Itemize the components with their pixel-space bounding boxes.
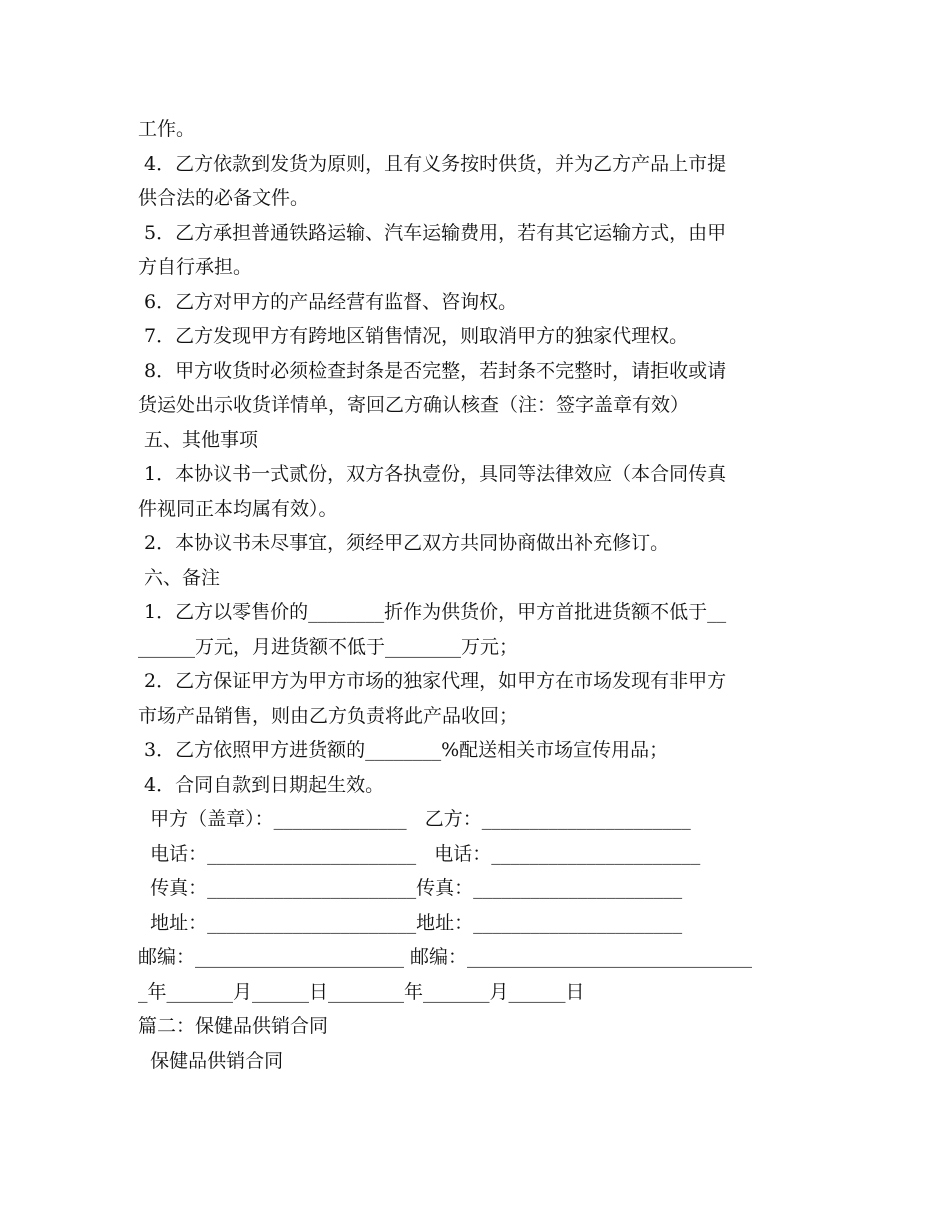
remark-1-line-2: ______万元，月进货额不低于________万元； (138, 635, 519, 658)
contract-title: 保健品供销合同 (138, 1049, 284, 1072)
signature-address-row: 地址：______________________地址：______________________ (138, 911, 683, 934)
section-heading-other-matters: 五、其他事项 (138, 428, 259, 451)
clause-6: 6．乙方对甲方的产品经营有监督、咨询权。 (138, 290, 518, 313)
text-line: 工作。 (138, 118, 196, 140)
part-two-heading: 篇二：保健品供销合同 (138, 1015, 329, 1037)
remark-4: 4．合同自款到日期起生效。 (138, 773, 385, 796)
clause-7: 7．乙方发现甲方有跨地区销售情况，则取消甲方的独家代理权。 (138, 325, 689, 347)
other-1-line-1: 1．本协议书一式贰份，双方各执壹份，具同等法律效应（本合同传真 (138, 463, 727, 485)
other-1-line-2: 件视同正本均属有效）。 (138, 497, 338, 520)
clause-8-line-2: 货运处出示收货详情单，寄回乙方确认核查（注：签字盖章有效） (138, 394, 690, 416)
clause-8-line-1: 8．甲方收货时必须检查封条是否完整，若封条不完整时，请拒收或请 (138, 359, 727, 382)
signature-fax-row: 传真：______________________传真：______________________ (138, 877, 683, 899)
signature-phone-row: 电话：______________________ 电话：______________________ (138, 842, 701, 865)
clause-4-line-2: 供合法的必备文件。 (138, 187, 310, 209)
clause-5-line-1: 5．乙方承担普通铁路运输、汽车运输费用，若有其它运输方式，由甲 (138, 221, 727, 244)
signature-date-row: _年_______月______日________年_______月______日 (138, 980, 585, 1003)
signature-party-row: 甲方（盖章）：______________ 乙方：______________________ (138, 808, 691, 830)
document-page (138, 112, 818, 1078)
remark-2-line-2: 市场产品销售，则由乙方负责将此产品收回； (138, 704, 519, 727)
clause-4-line-1: 4．乙方依款到发货为原则，且有义务按时供货，并为乙方产品上市提 (138, 152, 727, 175)
remark-3: 3．乙方依照甲方进货额的________%配送相关市场宣传用品； (138, 739, 669, 761)
remark-2-line-1: 2．乙方保证甲方为甲方市场的独家代理，如甲方在市场发现有非甲方 (138, 670, 727, 692)
signature-postcode-row: 邮编：______________________ 邮编：______________________________ (138, 946, 753, 968)
section-heading-remarks: 六、备注 (138, 566, 221, 589)
other-2: 2．本协议书未尽事宜，须经甲乙双方共同协商做出补充修订。 (138, 532, 670, 554)
clause-5-line-2: 方自行承担。 (138, 256, 253, 278)
remark-1-line-1: 1．乙方以零售价的________折作为供货价，甲方首批进货额不低于__ (138, 601, 727, 623)
